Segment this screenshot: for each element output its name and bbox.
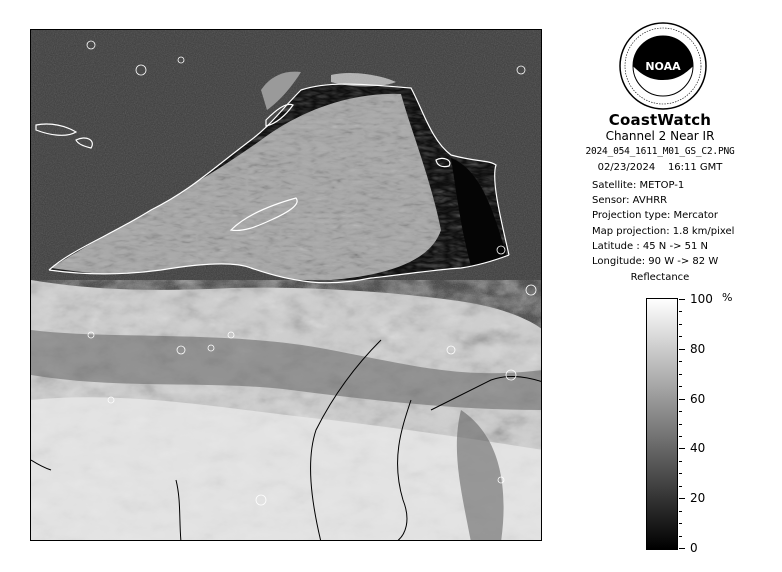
colorbar-major-tick xyxy=(679,448,685,449)
sensor-row xyxy=(592,193,734,208)
colorbar-tick-label: 40 xyxy=(690,441,706,455)
map-projection-value: 1.8 km/pixel xyxy=(672,225,735,237)
colorbar-minor-tick xyxy=(679,374,682,375)
latitude-label: Latitude : xyxy=(592,240,640,252)
colorbar-tick-label: 100 xyxy=(690,292,713,306)
sensor-value: AVHRR xyxy=(632,195,668,207)
projection-label: Projection type: xyxy=(592,210,671,222)
longitude-value: 90 W -> 82 W xyxy=(648,256,719,268)
colorbar-tick-label: 60 xyxy=(690,392,706,406)
colorbar-minor-tick xyxy=(679,461,682,462)
colorbar-minor-tick xyxy=(679,411,682,412)
noaa-emblem-icon xyxy=(619,22,707,110)
metadata-block xyxy=(592,178,734,269)
colorbar-minor-tick xyxy=(679,386,682,387)
colorbar-minor-tick xyxy=(679,436,682,437)
image-filename: 2024_054_1611_M01_GS_C2.PNG xyxy=(585,146,735,157)
sensor-label: Sensor: xyxy=(592,195,630,207)
colorbar-minor-tick xyxy=(679,324,682,325)
colorbar-minor-tick xyxy=(679,473,682,474)
latitude-value: 45 N -> 51 N xyxy=(642,240,709,252)
acquisition-datetime xyxy=(560,162,760,173)
colorbar-minor-tick xyxy=(679,424,682,425)
colorbar-minor-tick xyxy=(679,511,682,512)
colorbar-minor-tick xyxy=(679,536,682,537)
colorbar-tick-label: 20 xyxy=(690,491,706,505)
colorbar-tick-label: 80 xyxy=(690,342,706,356)
longitude-row xyxy=(592,254,734,269)
satellite-value: METOP-1 xyxy=(639,180,685,191)
acquisition-date: 02/23/2024 xyxy=(597,162,656,173)
channel-subtitle: Channel 2 Near IR xyxy=(605,129,715,143)
longitude-label: Longitude: xyxy=(592,256,646,268)
satellite-image xyxy=(30,29,542,541)
projection-row xyxy=(592,208,734,223)
reflectance-colorbar xyxy=(646,298,678,550)
satellite-row xyxy=(592,178,734,193)
acquisition-time: 16:11 GMT xyxy=(667,162,723,173)
colorbar-major-tick xyxy=(679,548,685,549)
noaa-logo-text: NOAA xyxy=(645,60,681,73)
colorbar-minor-tick xyxy=(679,336,682,337)
map-projection-label: Map projection: xyxy=(592,225,670,237)
satellite-label: Satellite: xyxy=(592,180,637,191)
colorbar-minor-tick xyxy=(679,361,682,362)
satellite-image-svg xyxy=(31,30,542,541)
colorbar-minor-tick xyxy=(679,523,682,524)
colorbar-major-tick xyxy=(679,498,685,499)
colorbar-major-tick xyxy=(679,299,685,300)
noaa-logo xyxy=(619,22,707,110)
product-title: CoastWatch xyxy=(608,111,712,129)
map-projection-row xyxy=(592,224,734,239)
colorbar-title: Reflectance xyxy=(630,272,690,283)
colorbar-unit: % xyxy=(722,291,733,304)
projection-value: Mercator xyxy=(673,210,718,222)
colorbar-major-tick xyxy=(679,399,685,400)
latitude-row xyxy=(592,239,734,254)
colorbar-minor-tick xyxy=(679,311,682,312)
colorbar-major-tick xyxy=(679,349,685,350)
colorbar-minor-tick xyxy=(679,486,682,487)
colorbar-tick-label: 0 xyxy=(690,541,698,555)
